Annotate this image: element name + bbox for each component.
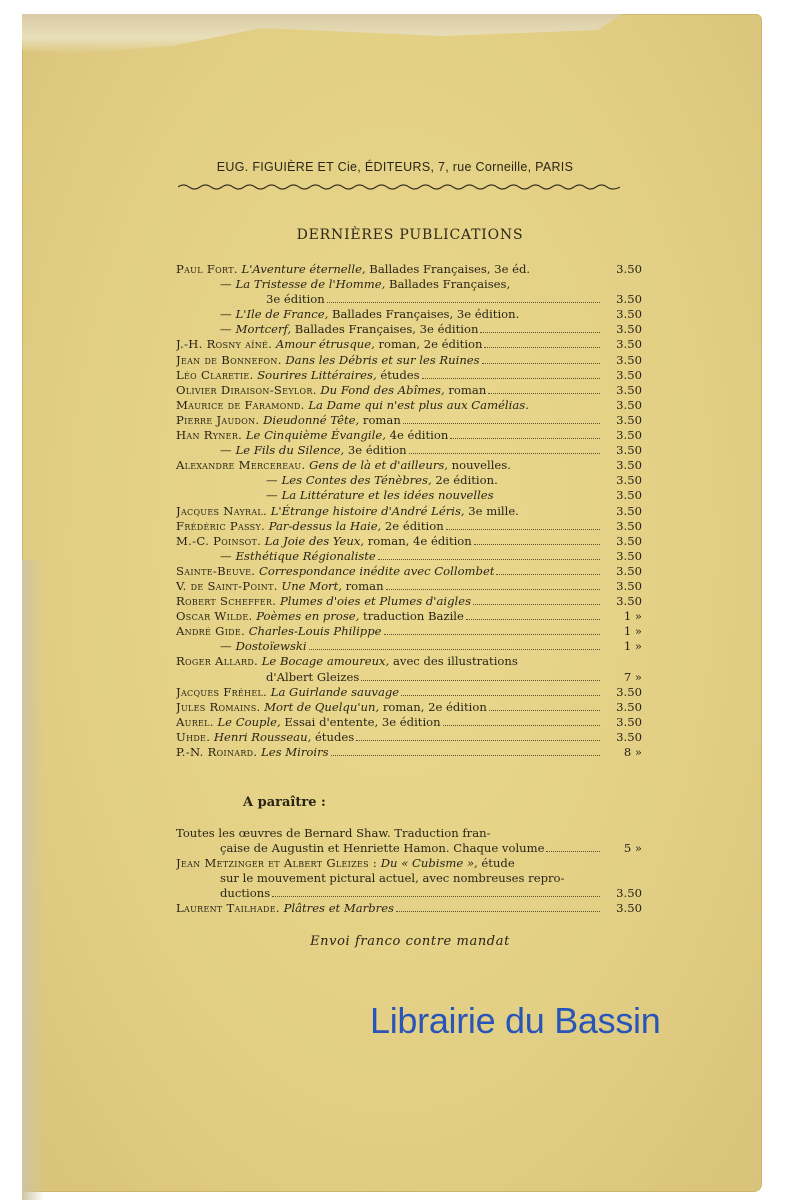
leader-dots — [474, 536, 600, 545]
entry-price: 1 » — [623, 639, 642, 654]
publication-entry — [176, 594, 646, 609]
entry-price: 1 » — [623, 609, 642, 624]
publication-entry — [176, 262, 646, 277]
leader-dots — [500, 476, 600, 484]
bookseller-watermark: Librairie du Bassin — [370, 1000, 661, 1041]
entry-title: Du Fond des Abîmes, — [320, 382, 445, 397]
leader-dots — [566, 874, 600, 882]
entry-title: Mortcerf, — [235, 322, 292, 337]
leader-dots — [517, 859, 600, 867]
entry-price: 3.50 — [616, 886, 642, 901]
entry-price: 3.50 — [616, 322, 642, 337]
publication-entry — [176, 458, 646, 473]
entry-details: étude — [477, 856, 515, 871]
section-heading: DERNIÈRES PUBLICATIONS — [296, 227, 524, 243]
worn-left-edge — [22, 560, 44, 1200]
leader-dots — [521, 310, 600, 318]
entry-author: Roger Allard. — [176, 654, 259, 669]
leader-dots — [521, 507, 600, 515]
publication-entry — [176, 398, 646, 413]
entry-details: Ballades Françaises, 3e édition — [291, 322, 479, 337]
forthcoming-entry — [176, 871, 646, 886]
leader-dots — [422, 370, 600, 379]
entry-details: études — [311, 729, 355, 744]
publication-entry — [176, 579, 646, 594]
entry-author: Sainte-Beuve. — [176, 563, 256, 578]
leader-dots — [331, 747, 600, 756]
entry-author: — — [220, 639, 232, 654]
leader-dots — [356, 732, 600, 741]
entry-price: 3.50 — [616, 473, 642, 488]
publication-entry — [176, 504, 646, 519]
entry-title: La Dame qui n'est plus aux Camélias. — [308, 397, 529, 412]
entry-title: Mort de Quelqu'un, — [264, 699, 380, 714]
forthcoming-list — [176, 826, 646, 917]
leader-dots — [532, 265, 600, 273]
entry-author: Aurel. — [176, 714, 214, 729]
publication-entry — [176, 639, 646, 654]
leader-dots — [520, 657, 600, 665]
entry-price: 3.50 — [616, 548, 642, 563]
publication-entry — [176, 685, 646, 700]
publication-entry — [176, 488, 646, 503]
entry-details: Ballades Françaises, 3e édition. — [328, 307, 520, 322]
leader-dots — [401, 687, 600, 696]
leader-dots — [496, 491, 600, 499]
leader-dots — [493, 829, 600, 837]
entry-title: Dostoïewski — [235, 639, 307, 654]
entry-title: Plumes d'oies et Plumes d'aigles — [279, 594, 472, 609]
entry-title: Amour étrusque, — [275, 337, 375, 352]
entry-details: ductions — [220, 886, 271, 901]
entry-price: 3.50 — [616, 503, 642, 518]
entry-details: traduction Bazile — [359, 609, 464, 624]
entry-price: 3.50 — [616, 292, 642, 307]
entry-details: 2e édition. — [431, 473, 498, 488]
entry-title: Le Bocage amoureux, — [261, 654, 390, 669]
entry-title: Une Mort, — [281, 578, 342, 593]
entry-price: 3.50 — [616, 684, 642, 699]
publication-entry — [176, 715, 646, 730]
entry-author: Léo Claretie. — [176, 367, 254, 382]
entry-title: La Littérature et les idées nouvelles — [281, 488, 494, 503]
entry-details: 3e édition — [266, 292, 325, 307]
entry-price: 1 » — [623, 624, 642, 639]
leader-dots — [309, 641, 600, 650]
entry-author: — — [220, 277, 232, 292]
entry-details: roman, 4e édition — [364, 533, 472, 548]
publication-entry — [176, 519, 646, 534]
publication-entry — [176, 428, 646, 443]
publication-entry — [176, 322, 646, 337]
leader-dots — [327, 294, 600, 303]
entry-author: Pierre Jaudon. — [176, 412, 260, 427]
entry-price: 3.50 — [616, 262, 642, 276]
entry-details: Toutes les œuvres de Bernard Shaw. Traduction fran- — [176, 826, 491, 840]
publication-entry — [176, 337, 646, 352]
publication-entry — [176, 745, 646, 760]
entry-details: roman — [341, 578, 384, 593]
entry-author: Oscar Wilde. — [176, 609, 253, 624]
entry-author: — — [220, 548, 232, 563]
entry-title: Le Cinquième Évangile, — [245, 428, 386, 443]
forthcoming-heading: A paraître : — [243, 795, 326, 810]
entry-title: L'Étrange histoire d'André Léris, — [270, 503, 465, 518]
entry-title: Sourires Littéraires, — [257, 367, 377, 382]
entry-author: Robert Scheffer. — [176, 594, 277, 609]
publication-entry — [176, 624, 646, 639]
entry-title: Les Miroirs — [261, 745, 329, 759]
entry-author: — — [266, 473, 278, 488]
leader-dots — [409, 445, 600, 454]
entry-price: 3.50 — [616, 488, 642, 503]
leader-dots — [403, 415, 600, 424]
leader-dots — [480, 324, 600, 333]
leader-dots — [546, 843, 600, 852]
entry-details: d'Albert Gleizes — [266, 669, 360, 684]
entry-price: 3.50 — [616, 352, 642, 367]
leader-dots — [443, 717, 600, 726]
entry-price: 3.50 — [616, 714, 642, 729]
publication-list — [176, 262, 646, 760]
entry-author: Jules Romains. — [176, 699, 261, 714]
entry-price: 3.50 — [616, 367, 642, 382]
publication-entry — [176, 549, 646, 564]
entry-author: Han Ryner. — [176, 428, 243, 443]
leader-dots — [488, 385, 600, 394]
entry-details: avec des illustrations — [389, 654, 518, 669]
entry-author: Jean Metzinger et Albert Gleizes : — [176, 856, 378, 871]
entry-title: Charles-Louis Philippe — [248, 624, 382, 639]
entry-details: Ballades Françaises, 3e éd. — [365, 262, 531, 276]
leader-dots — [450, 430, 600, 439]
forthcoming-entry — [176, 886, 646, 901]
entry-author: Jacques Fréhel. — [176, 684, 268, 699]
entry-price: 5 » — [623, 841, 642, 856]
entry-price: 3.50 — [616, 901, 642, 916]
entry-details: 3e mille. — [464, 503, 519, 518]
entry-author: J.-H. Rosny aîné. — [176, 337, 273, 352]
publication-entry — [176, 700, 646, 715]
entry-author: P.-N. Roinard. — [176, 745, 258, 759]
publication-entry — [176, 534, 646, 549]
leader-dots — [473, 596, 600, 605]
entry-title: La Tristesse de l'Homme, — [235, 277, 386, 292]
entry-author: M.-C. Poinsot. — [176, 533, 262, 548]
publication-entry — [176, 730, 646, 745]
publication-entry — [176, 368, 646, 383]
entry-author: — — [220, 443, 232, 458]
publisher-line: EUG. FIGUIÈRE ET Cie, ÉDITEURS, 7, rue Corneille, PARIS — [216, 160, 574, 174]
entry-title: La Joie des Yeux, — [264, 533, 365, 548]
forthcoming-entry — [176, 826, 646, 841]
publication-entry — [176, 353, 646, 368]
entry-price: 3.50 — [616, 699, 642, 714]
entry-title: La Guirlande sauvage — [270, 684, 400, 699]
entry-price: 3.50 — [616, 397, 642, 412]
publication-entry — [176, 473, 646, 488]
entry-author: — — [220, 307, 232, 322]
entry-price: 3.50 — [616, 518, 642, 533]
publication-entry — [176, 654, 646, 669]
entry-title: Poèmes en prose, — [256, 609, 360, 624]
entry-author: Uhde. — [176, 729, 211, 744]
entry-title: Henri Rousseau, — [213, 729, 312, 744]
entry-title: L'Ile de France, — [235, 307, 329, 322]
entry-details: roman, 2e édition — [379, 699, 487, 714]
entry-author: Alexandre Mercereau. — [176, 458, 306, 473]
entry-price: 3.50 — [616, 307, 642, 322]
publication-entry — [176, 609, 646, 624]
entry-author: Jacques Nayral. — [176, 503, 268, 518]
leader-dots — [496, 566, 600, 575]
entry-title: Par-dessus la Haie, — [268, 518, 382, 533]
entry-title: Correspondance inédite avec Collombet — [258, 563, 495, 578]
publication-entry — [176, 413, 646, 428]
entry-details: roman — [444, 382, 487, 397]
publication-entry — [176, 292, 646, 307]
entry-details: 3e édition — [344, 443, 407, 458]
forthcoming-entry — [176, 841, 646, 856]
entry-title: Le Fils du Silence, — [235, 443, 345, 458]
entry-price: 3.50 — [616, 382, 642, 397]
entry-author: Olivier Diraison-Seylor. — [176, 382, 317, 397]
leader-dots — [361, 672, 600, 681]
publication-entry — [176, 307, 646, 322]
entry-details: 2e édition — [381, 518, 444, 533]
entry-author: André Gide. — [176, 624, 245, 639]
entry-title: Esthétique Régionaliste — [235, 548, 376, 563]
leader-dots — [378, 551, 600, 560]
entry-price: 3.50 — [616, 729, 642, 744]
leader-dots — [446, 521, 600, 530]
entry-title: Dans les Débris et sur les Ruines — [285, 352, 480, 367]
decorative-rule — [178, 183, 620, 191]
entry-author: Laurent Tailhade. — [176, 901, 280, 916]
entry-price: 3.50 — [616, 443, 642, 458]
entry-price: 3.50 — [616, 563, 642, 578]
entry-price: 8 » — [623, 745, 642, 759]
publication-entry — [176, 383, 646, 398]
entry-author: Frédéric Passy. — [176, 518, 266, 533]
entry-details: Essai d'entente, 3e édition — [280, 714, 441, 729]
entry-author: Jean de Bonnefon. — [176, 352, 282, 367]
entry-details: sur le mouvement pictural actuel, avec nombreuses repro- — [220, 871, 565, 886]
shipping-note: Envoi franco contre mandat — [310, 934, 510, 949]
leader-dots — [484, 339, 600, 348]
leader-dots — [396, 903, 600, 912]
entry-price: 3.50 — [616, 594, 642, 609]
entry-details: Ballades Françaises, — [385, 277, 511, 292]
publication-entry — [176, 277, 646, 292]
leader-dots — [513, 461, 600, 469]
entry-price: 3.50 — [616, 337, 642, 352]
entry-title: L'Aventure éternelle, — [241, 262, 366, 276]
entry-title: Le Couple, — [217, 714, 281, 729]
entry-author: — — [266, 488, 278, 503]
entry-title: Dieudonné Tête, — [263, 412, 360, 427]
entry-author: — — [220, 322, 232, 337]
entry-details: 4e édition — [385, 428, 449, 443]
leader-dots — [489, 702, 600, 711]
entry-price: 3.50 — [616, 428, 642, 443]
entry-price: 7 » — [623, 669, 642, 684]
entry-title: Les Contes des Ténèbres, — [281, 473, 432, 488]
publication-entry — [176, 443, 646, 458]
entry-price: 3.50 — [616, 578, 642, 593]
leader-dots — [386, 581, 600, 590]
leader-dots — [384, 626, 600, 635]
leader-dots — [512, 280, 600, 288]
publication-entry — [176, 564, 646, 579]
entry-title: Gens de là et d'ailleurs, — [309, 458, 448, 473]
entry-author: Maurice de Faramond. — [176, 397, 305, 412]
entry-price: 3.50 — [616, 412, 642, 427]
leader-dots — [531, 401, 600, 409]
entry-details: études — [376, 367, 420, 382]
entry-title: Plâtres et Marbres — [283, 901, 395, 916]
forthcoming-entry — [176, 901, 646, 916]
entry-price: 3.50 — [616, 533, 642, 548]
leader-dots — [466, 611, 600, 620]
entry-price: 3.50 — [616, 458, 642, 473]
forthcoming-entry — [176, 856, 646, 871]
entry-title: Du « Cubisme », — [380, 856, 478, 871]
entry-details: roman — [359, 412, 401, 427]
leader-dots — [272, 888, 600, 897]
entry-details: nouvelles. — [448, 458, 511, 473]
entry-author: Paul Fort. — [176, 262, 238, 276]
publication-entry — [176, 670, 646, 685]
leader-dots — [482, 355, 600, 364]
entry-details: çaise de Augustin et Henriette Hamon. Chaque volume — [220, 841, 545, 856]
entry-details: roman, 2e édition — [374, 337, 483, 352]
entry-author: V. de Saint-Point. — [176, 578, 278, 593]
